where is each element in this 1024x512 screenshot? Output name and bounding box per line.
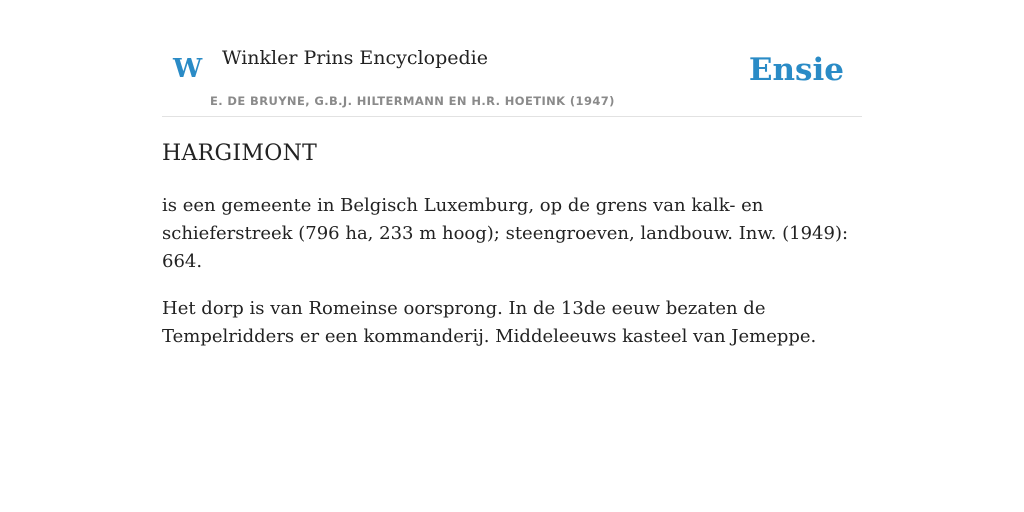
entry-paragraph: Het dorp is van Romeinse oorsprong. In de 13de eeuw bezaten de Tempelridders er een kommanderij. Middeleeuws kasteel van Jemeppe. (162, 298, 817, 347)
page (162, 0, 862, 512)
ensie-logo[interactable]: Ensie (748, 52, 844, 88)
entry-body (162, 192, 862, 370)
publication-authors: E. DE BRUYNE, G.B.J. HILTERMANN EN H.R. HOETINK (1947) (210, 94, 615, 108)
entry-paragraph: is een gemeente in Belgisch Luxemburg, op de grens van kalk- en schieferstreek (796 ha, 233 m hoog); steengroeven, landbouw. Inw. (1949): 664. (162, 195, 849, 272)
publication-logo[interactable]: W (173, 54, 203, 84)
entry-title: HARGIMONT (162, 141, 318, 166)
publication-title[interactable]: Winkler Prins Encyclopedie (222, 47, 488, 69)
encyclopedia-header (162, 0, 862, 117)
